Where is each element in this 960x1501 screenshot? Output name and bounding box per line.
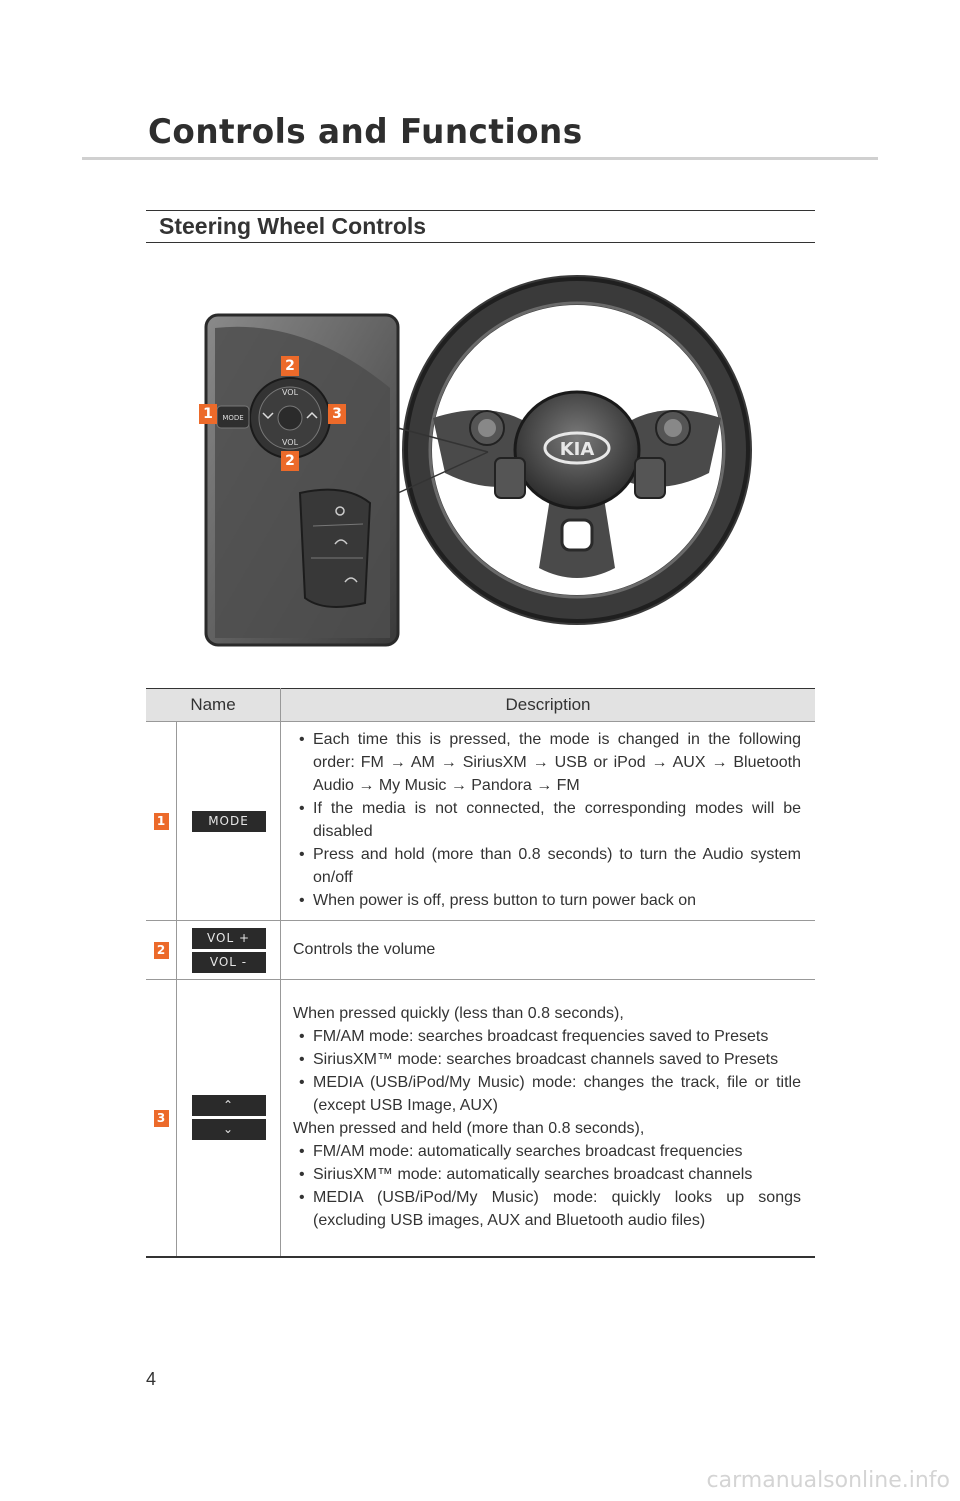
section-divider-bottom	[146, 242, 815, 243]
description-text: Controls the volume	[293, 940, 436, 958]
watermark: carmanualsonline.info	[706, 1468, 950, 1493]
callout-1: 1	[199, 404, 217, 424]
header-description: Description	[281, 689, 816, 722]
list-item: • SiriusXM™ mode: searches broadcast channels saved to Presets	[293, 1048, 801, 1071]
vol-minus-key: VOL -	[192, 952, 266, 973]
seek-down-key: ⌄	[192, 1119, 266, 1140]
steering-wheel-figure	[195, 268, 785, 660]
callout-2-bottom: 2	[281, 451, 299, 471]
table-row	[146, 722, 815, 921]
description-intro: When pressed and held (more than 0.8 seconds),	[293, 1119, 645, 1137]
section-divider-top	[146, 210, 815, 211]
row-description	[281, 980, 816, 1257]
table-row	[146, 980, 815, 1257]
seek-up-key: ⌃	[192, 1095, 266, 1116]
list-item: • FM/AM mode: automatically searches broadcast frequencies	[293, 1140, 801, 1163]
row-number-badge: 2	[154, 942, 169, 959]
list-item: • SiriusXM™ mode: automatically searches broadcast channels	[293, 1163, 801, 1186]
row-description	[281, 722, 816, 921]
page-header-title: Controls and Functions	[148, 112, 583, 152]
row-number-badge: 1	[154, 813, 169, 830]
list-item: • MEDIA (USB/iPod/My Music) mode: quickly looks up songs (excluding USB images, AUX and Bluetooth audio files)	[293, 1186, 801, 1232]
list-item: • FM/AM mode: searches broadcast frequencies saved to Presets	[293, 1025, 801, 1048]
list-item: • If the media is not connected, the corresponding modes will be disabled	[293, 797, 801, 843]
list-item: • Press and hold (more than 0.8 seconds) to turn the Audio system on/off	[293, 843, 801, 889]
kia-logo: KIA	[559, 439, 595, 460]
table-header-row	[146, 689, 815, 722]
row-description	[281, 921, 816, 980]
header-name: Name	[146, 689, 281, 722]
inset-mode-label: MODE	[222, 414, 244, 422]
list-item: • MEDIA (USB/iPod/My Music) mode: changes the track, file or title (except USB Image, AUX)	[293, 1071, 801, 1117]
mode-key: MODE	[192, 811, 266, 832]
callout-3: 3	[328, 404, 346, 424]
list-item: • Each time this is pressed, the mode is changed in the following order: FM → AM → SiriusXM → USB or iPod → AUX → Bluetooth Audio → My Music → Pandora → FM	[293, 728, 801, 797]
list-item: • When power is off, press button to turn power back on	[293, 889, 801, 912]
section-title: Steering Wheel Controls	[159, 213, 427, 239]
header-divider	[82, 157, 878, 160]
description-intro: When pressed quickly (less than 0.8 seconds),	[293, 1004, 624, 1022]
inset-vol-plus-label: VOL	[281, 388, 299, 397]
page-number: 4	[146, 1369, 157, 1389]
controls-table	[146, 688, 815, 1258]
callout-2-top: 2	[281, 356, 299, 376]
vol-plus-key: VOL +	[192, 928, 266, 949]
row-number-badge: 3	[154, 1110, 169, 1127]
table-row	[146, 921, 815, 980]
inset-vol-minus-label: VOL	[281, 438, 299, 447]
